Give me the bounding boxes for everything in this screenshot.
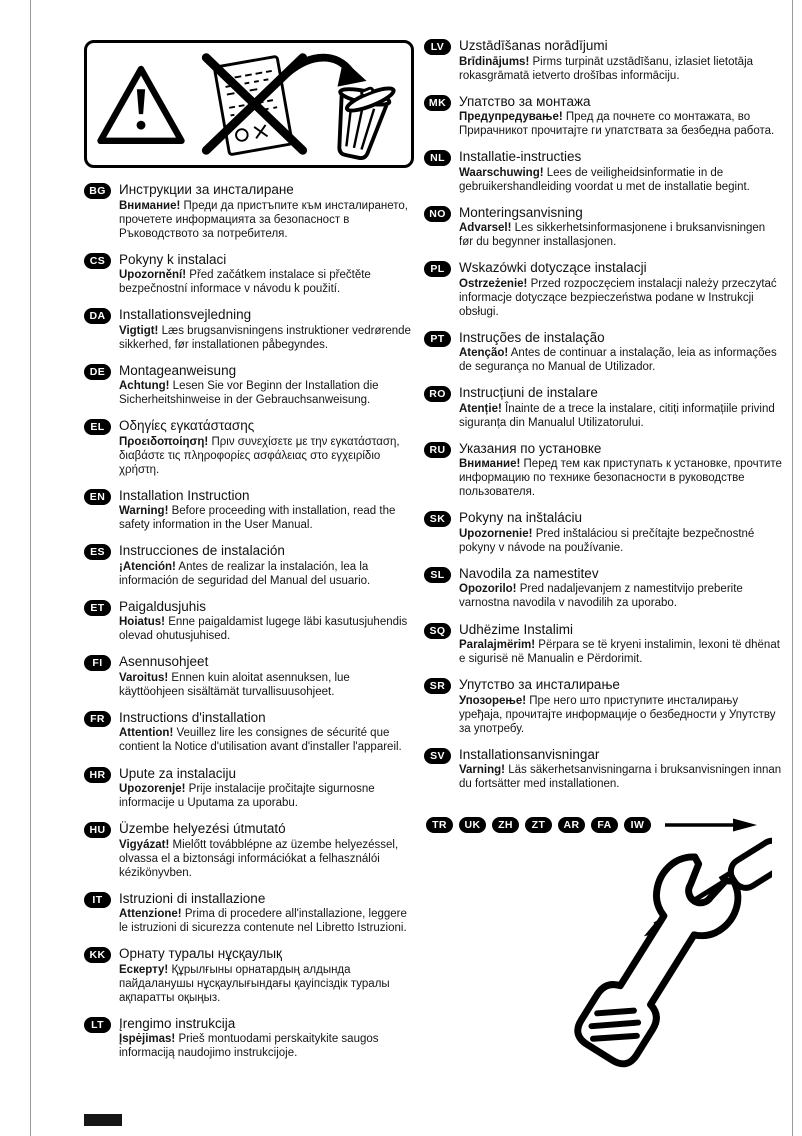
language-entry [84, 1016, 416, 1061]
entry-warning-text: Lesen Sie vor Beginn der Installation die Sicherheitshinweise in der Gebrauchsanweisung. [119, 380, 379, 407]
language-entry [424, 566, 782, 611]
entry-warning-text: Before proceeding with installation, read the safety information in the User Manual. [119, 505, 396, 532]
language-entry [84, 488, 416, 533]
entry-text [119, 182, 416, 241]
entry-text [459, 622, 782, 667]
wrench-screwdriver-icon [544, 835, 772, 1085]
language-code-badge: EL [84, 419, 111, 435]
entry-title: Instrucciones de instalación [119, 543, 285, 559]
entry-text [119, 766, 416, 811]
entry-text [119, 307, 416, 352]
language-entry [424, 38, 782, 83]
language-entry [424, 330, 782, 375]
entry-title: Monteringsanvisning [459, 204, 583, 220]
entry-warning-word: Внимание! [119, 199, 181, 212]
entry-title: Pokyny na inštaláciu [459, 510, 583, 526]
language-code-badge: DA [84, 308, 111, 324]
language-code-badge: MK [424, 95, 451, 111]
entry-text [459, 566, 782, 611]
language-code-badge: SK [424, 511, 451, 527]
entry-warning-text: Pirms turpināt uzstādīšanu, izlasiet lietotāja rokasgrāmatā ietverto drošības informāciju. [459, 55, 754, 82]
entry-body [119, 504, 416, 532]
language-entry [424, 205, 782, 250]
right-column [424, 38, 782, 1085]
entry-text [459, 441, 782, 500]
entry-text [119, 252, 416, 297]
entry-body [459, 582, 782, 610]
entry-warning-text: Antes de realizar la instalación, lea la información de seguridad del Manual del usuario. [119, 560, 371, 587]
entry-warning-text: Înainte de a trece la instalare, citiți informațiile privind siguranța din Manualul Utilizatorului. [459, 402, 775, 429]
language-code-badge: NL [424, 150, 451, 166]
entry-warning-word: Upozorenje! [119, 783, 186, 796]
entry-warning-word: Προειδοποίηση! [119, 435, 209, 448]
entry-warning-word: Внимание! [459, 458, 521, 471]
entry-title: Pokyny k instalaci [119, 251, 227, 267]
entry-warning-word: Attention! [119, 727, 174, 740]
language-code-badge: SV [424, 748, 451, 764]
entry-body [119, 199, 416, 241]
page-edge-right [792, 0, 793, 1136]
entry-warning-text: Mielőtt továbblépne az üzembe helyezéssel, olvassa el a biztonsági információkat a felhasználói kézikönyvben. [119, 838, 399, 879]
entry-warning-word: Atenção! [459, 347, 509, 360]
entry-text [119, 710, 416, 755]
entry-title: Installationsvejledning [119, 307, 252, 323]
language-entry [84, 946, 416, 1005]
entry-body [119, 268, 416, 296]
language-entry [84, 363, 416, 408]
entry-body [119, 907, 416, 935]
entry-warning-text: Перед тем как приступать к установке, прочтите информацию по технике безопасности в руководстве пользователя. [459, 458, 782, 499]
entry-title: Istruzioni di installazione [119, 890, 266, 906]
entry-body [119, 324, 416, 352]
entry-text [119, 543, 416, 588]
language-code-badge: NO [424, 206, 451, 222]
language-code-badge: ZH [492, 817, 519, 833]
entry-warning-text: Před začátkem instalace si přečtěte bezpečnostní informace v návodu k použití. [119, 269, 371, 296]
language-entry [424, 260, 782, 319]
entry-title: Упатство за монтажа [459, 93, 591, 109]
language-entries-right [424, 38, 782, 791]
entry-warning-word: Ескерту! [119, 963, 169, 976]
entry-body [119, 963, 416, 1005]
language-code-badge: KK [84, 947, 111, 963]
language-code-badge: IW [624, 817, 651, 833]
entry-title: Montageanweisung [119, 362, 237, 378]
tools-graphic [424, 835, 782, 1085]
right-arrow-icon [663, 818, 759, 832]
entry-title: Udhëzime Instalimi [459, 621, 574, 637]
entry-body [459, 402, 782, 430]
language-entry [84, 654, 416, 699]
entry-warning-word: Упозорење! [459, 694, 527, 707]
entry-title: Орнату туралы нұсқаулық [119, 946, 282, 962]
language-code-badge: UK [459, 817, 486, 833]
left-column [84, 40, 416, 1060]
entry-warning-word: ¡Atención! [119, 560, 176, 573]
entry-warning-text: Lees de veiligheidsinformatie in de gebruikershandleiding voordat u met de installatie begint. [459, 166, 750, 193]
entry-body [119, 435, 416, 477]
entry-warning-word: Brīdinājums! [459, 55, 530, 68]
entry-warning-word: Ostrzeżenie! [459, 277, 528, 290]
entry-warning-word: Vigyázat! [119, 838, 170, 851]
entry-body [459, 346, 782, 374]
entry-body [119, 560, 416, 588]
language-code-badge: SR [424, 678, 451, 694]
entry-warning-word: Предупредување! [459, 111, 563, 124]
entry-text [459, 260, 782, 319]
language-entry [84, 766, 416, 811]
entry-warning-word: Warning! [119, 505, 169, 518]
language-entry [84, 418, 416, 477]
language-entry [84, 252, 416, 297]
entry-title: Üzembe helyezési útmutató [119, 821, 286, 837]
language-code-badge: ET [84, 600, 111, 616]
language-entry [424, 677, 782, 736]
language-entries-left [84, 182, 416, 1060]
entry-warning-text: Пре него што приступите инсталирању уређаја, прочитајте информације о безбедности у Упутству за употребу. [459, 694, 776, 735]
print-mark [84, 1114, 122, 1126]
entry-body [459, 457, 782, 499]
language-code-badge: ES [84, 544, 111, 560]
language-code-badge: PT [424, 331, 451, 347]
entry-body [119, 671, 416, 699]
entry-title: Wskazówki dotyczące instalacji [459, 260, 647, 276]
language-code-badge: FI [84, 655, 111, 671]
entry-text [459, 149, 782, 194]
entry-title: Uzstādīšanas norādījumi [459, 38, 608, 53]
entry-warning-text: Prije instalacije pročitajte sigurnosne informacije u Uputama za uporabu. [119, 783, 375, 810]
entry-warning-text: Läs säkerhetsanvisningarna i bruksanvisningen innan du fortsätter med installationen. [459, 764, 782, 791]
entry-title: Asennusohjeet [119, 654, 209, 670]
language-entry [84, 182, 416, 241]
entry-title: Įrengimo instrukcija [119, 1015, 236, 1031]
language-entry [84, 821, 416, 880]
entry-body [119, 379, 416, 407]
language-code-badge: RO [424, 386, 451, 402]
entry-body [119, 615, 416, 643]
entry-warning-word: Įspėjimas! [119, 1033, 176, 1046]
entry-warning-word: Upozornenie! [459, 527, 533, 540]
entry-warning-word: Waarschuwing! [459, 166, 544, 179]
entry-title: Installationsanvisningar [459, 746, 600, 762]
language-code-badge: EN [84, 489, 111, 505]
entry-text [119, 891, 416, 936]
language-code-badge: AR [558, 817, 585, 833]
entry-text [119, 363, 416, 408]
entry-text [459, 330, 782, 375]
language-code-badge: SQ [424, 623, 451, 639]
language-entry [424, 510, 782, 555]
entry-text [119, 821, 416, 880]
language-entry [84, 599, 416, 644]
language-entry [84, 891, 416, 936]
entry-text [459, 677, 782, 736]
entry-title: Paigaldusjuhis [119, 598, 207, 614]
entry-text [459, 38, 782, 83]
entry-warning-word: Paralajmërim! [459, 639, 536, 652]
entry-warning-text: Les sikkerhetsinformasjonene i bruksanvisningen før du begynner installasjonen. [459, 222, 766, 249]
entry-body [459, 221, 782, 249]
language-code-badge: ZT [525, 817, 552, 833]
entry-text [459, 205, 782, 250]
entry-body [119, 782, 416, 810]
entry-warning-text: Antes de continuar a instalação, leia as informações de segurança no Manual de Utilizador. [459, 347, 777, 374]
entry-warning-word: Hoiatus! [119, 616, 165, 629]
language-code-badge: LV [424, 39, 451, 55]
more-languages-codes [426, 817, 651, 833]
entry-text [459, 510, 782, 555]
language-entry [84, 543, 416, 588]
wrench-shape [565, 848, 749, 1075]
entry-warning-word: Achtung! [119, 380, 170, 393]
language-code-badge: FR [84, 711, 111, 727]
entry-warning-word: Attenzione! [119, 908, 182, 921]
entry-body [459, 527, 782, 555]
entry-text [119, 418, 416, 477]
entry-warning-text: Пред да почнете со монтажата, во Прирачникот прочитајте ги упатствата за безбедна работа. [459, 111, 775, 138]
entry-text [119, 1016, 416, 1061]
entry-body [459, 638, 782, 666]
manual-discard-trash-icon [193, 48, 399, 160]
entry-text [459, 747, 782, 792]
entry-warning-text: Ennen kuin aloitat asennuksen, lue käyttöohjeen sisältämät turvallisuusohjeet. [119, 671, 350, 698]
entry-warning-text: Przed rozpoczęciem instalacji należy przeczytać informacje dotyczące bezpieczeństwa podane w Instrukcji obsługi. [459, 277, 777, 318]
entry-warning-word: Varoitus! [119, 671, 169, 684]
entry-body [459, 55, 782, 83]
language-entry [424, 747, 782, 792]
entry-warning-text: Pred nadaljevanjem z namestitvijo preberite varnostna navodila v navodilih za uporabo. [459, 583, 743, 610]
language-code-badge: SL [424, 567, 451, 583]
language-code-badge: TR [426, 817, 453, 833]
entry-title: Navodila za namestitev [459, 565, 599, 581]
entry-warning-word: Advarsel! [459, 222, 512, 235]
entry-body [459, 763, 782, 791]
discard-manual-warning-graphic [84, 40, 414, 168]
entry-title: Οδηγίες εγκατάστασης [119, 418, 255, 434]
entry-title: Упутство за инсталирање [459, 677, 620, 693]
language-code-badge: FA [591, 817, 618, 833]
language-entry [424, 441, 782, 500]
language-code-badge: HU [84, 822, 111, 838]
entry-title: Инструкции за инсталиране [119, 182, 294, 197]
entry-body [459, 694, 782, 736]
entry-title: Instruções de instalação [459, 329, 605, 345]
entry-body [459, 110, 782, 138]
entry-warning-word: Varning! [459, 764, 506, 777]
entry-body [459, 166, 782, 194]
entry-warning-word: Vigtigt! [119, 324, 159, 337]
entry-warning-text: Преди да пристъпите към инсталирането, прочетете информацията за безопасност в Ръководството за потребителя. [119, 199, 408, 240]
entry-warning-text: Læs brugsanvisningens instruktioner vedrørende sikkerhed, før installationen påbegyndes. [119, 324, 411, 351]
entry-title: Installatie-instructies [459, 149, 582, 165]
more-languages-row [426, 817, 782, 833]
entry-warning-word: Upozornění! [119, 269, 187, 282]
language-code-badge: PL [424, 261, 451, 277]
entry-text [119, 946, 416, 1005]
warning-triangle-icon [95, 60, 187, 148]
entry-body [119, 838, 416, 880]
entry-title: Instructions d'installation [119, 709, 266, 725]
entry-warning-word: Opozorilo! [459, 583, 517, 596]
entry-title: Upute za instalaciju [119, 765, 237, 781]
entry-text [119, 599, 416, 644]
language-entry [84, 307, 416, 352]
entry-warning-text: Enne paigaldamist lugege läbi kasutusjuhendis olevad ohutusjuhised. [119, 616, 408, 643]
language-code-badge: BG [84, 183, 111, 199]
entry-warning-text: Πριν συνεχίσετε με την εγκατάσταση, διαβάστε τις πληροφορίες ασφάλειας στο εγχειρίδιο χρήστη. [119, 435, 400, 476]
language-entry [424, 622, 782, 667]
language-entry [424, 94, 782, 139]
entry-title: Instrucțiuni de instalare [459, 385, 598, 401]
entry-title: Installation Instruction [119, 487, 250, 503]
entry-warning-text: Përpara se të kryeni instalimin, lexoni të dhënat e sigurisë në Manualin e Përdorimit. [459, 639, 780, 666]
language-entry [84, 710, 416, 755]
entry-warning-text: Prieš montuodami perskaitykite saugos informaciją naudojimo instrukcijoje. [119, 1033, 379, 1060]
entry-warning-text: Құрылғыны орнатардың алдында пайдаланушы нұсқаулығындағы қауіпсіздік туралы ақпаратты оқыңыз. [119, 963, 390, 1004]
entry-text [459, 385, 782, 430]
entry-text [119, 654, 416, 699]
entry-warning-text: Pred inštaláciou si prečítajte bezpečnostné pokyny v návode na používanie. [459, 527, 755, 554]
language-code-badge: HR [84, 767, 111, 783]
entry-text [459, 94, 782, 139]
language-code-badge: LT [84, 1017, 111, 1033]
entry-body [459, 277, 782, 319]
language-entry [424, 385, 782, 430]
language-code-badge: RU [424, 442, 451, 458]
entry-warning-word: Atenție! [459, 402, 502, 415]
entry-title: Указания по установке [459, 440, 602, 456]
language-entry [424, 149, 782, 194]
language-code-badge: IT [84, 892, 111, 908]
page-edge-left [30, 0, 31, 1136]
entry-warning-text: Veuillez lire les consignes de sécurité que contient la Notice d'utilisation avant d'installer l'appareil. [119, 727, 402, 754]
entry-warning-text: Prima di procedere all'installazione, leggere le istruzioni di sicurezza contenute nel Libretto Istruzioni. [119, 908, 407, 935]
entry-text [119, 488, 416, 533]
entry-body [119, 726, 416, 754]
language-code-badge: CS [84, 253, 111, 269]
language-code-badge: DE [84, 364, 111, 380]
entry-body [119, 1032, 416, 1060]
